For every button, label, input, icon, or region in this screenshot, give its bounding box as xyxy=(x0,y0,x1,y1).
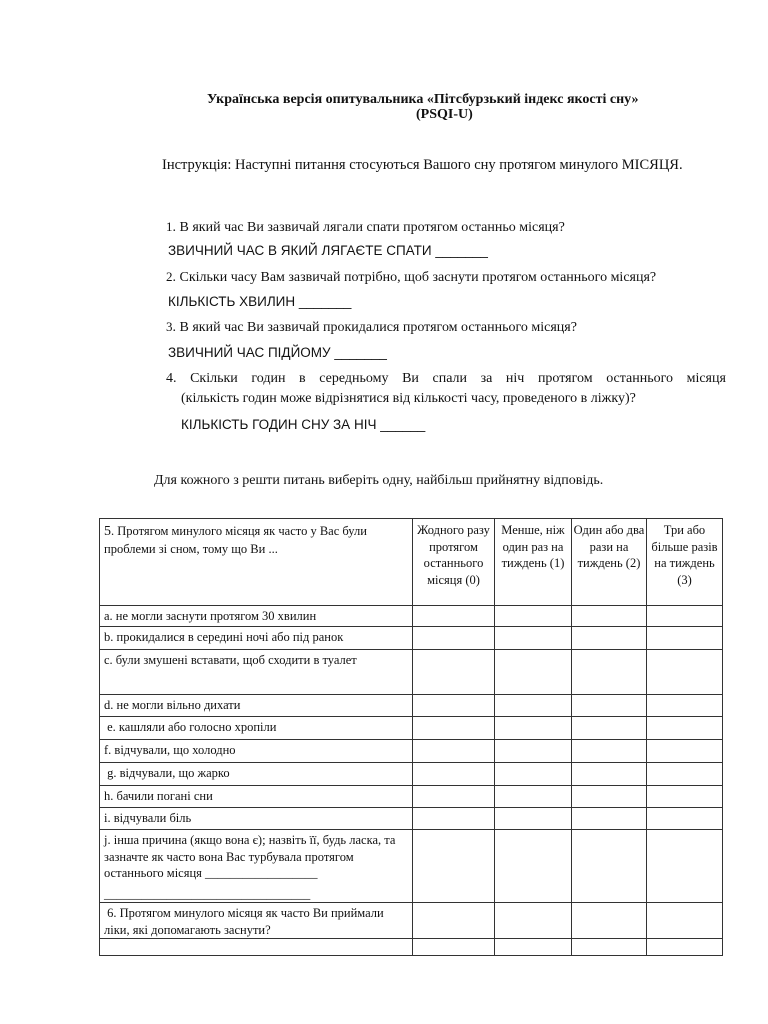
question-1-text: . В який час Ви зазвичай лягали спати протягом останньо місяця? xyxy=(172,220,565,235)
answer-cell[interactable] xyxy=(495,808,572,830)
row-label-e: e. кашляли або голосно хропіли xyxy=(100,717,413,740)
answer-cell[interactable] xyxy=(495,903,572,939)
question-6-cell: 6. Протягом минулого місяця як часто Ви приймали ліки, які допомагають заснути? xyxy=(100,903,413,939)
empty-cell xyxy=(100,939,413,956)
answer-cell[interactable] xyxy=(495,627,572,650)
q4-word: останнього xyxy=(606,371,674,386)
row-label-j xyxy=(100,830,413,903)
question-5-number: 5 xyxy=(104,524,111,539)
answer-cell[interactable] xyxy=(413,939,495,956)
question-2-number: 2 xyxy=(166,269,173,284)
q4-word: місяця xyxy=(686,371,726,386)
question-4-line2: (кількість годин може відрізнятися від кількості часу, проведеного в ліжку)? xyxy=(181,391,636,406)
answer-cell[interactable] xyxy=(495,939,572,956)
answer-cell[interactable] xyxy=(572,695,647,717)
row-label-g: g. відчували, що жарко xyxy=(100,763,413,786)
table-row xyxy=(100,830,723,903)
answer-cell[interactable] xyxy=(647,939,723,956)
answer-cell[interactable] xyxy=(572,717,647,740)
answer-cell[interactable] xyxy=(572,606,647,627)
table-row xyxy=(100,786,723,808)
answer-cell[interactable] xyxy=(572,903,647,939)
answer-cell[interactable] xyxy=(413,627,495,650)
form-title: Українська версія опитувальника «Пітсбурзький індекс якості сну» xyxy=(207,92,639,107)
row-label-j-text: j. інша причина (якщо вона є); назвіть її, будь ласка, та зазначте як часто вона Вас турбувала протягом останнього місяця __________________ xyxy=(104,833,396,880)
question-4-line1 xyxy=(166,371,726,387)
answer-cell[interactable] xyxy=(572,808,647,830)
question-4-answer[interactable]: КІЛЬКІСТЬ ГОДИН СНУ ЗА НІЧ ______ xyxy=(181,417,426,432)
answer-cell[interactable] xyxy=(647,717,723,740)
answer-cell[interactable] xyxy=(647,808,723,830)
q4-word: протягом xyxy=(537,371,593,386)
row-label-j-blank[interactable]: _________________________________ xyxy=(104,886,311,901)
q4-word: ніч xyxy=(505,371,525,386)
q4-word: Скільки xyxy=(190,371,238,386)
row-label-h: h. бачили погані сни xyxy=(100,786,413,808)
table-row xyxy=(100,606,723,627)
frequency-table xyxy=(99,518,723,956)
row-label-b: b. прокидалися в середині ночі або під ранок xyxy=(100,627,413,650)
answer-cell[interactable] xyxy=(647,695,723,717)
table-row xyxy=(100,763,723,786)
column-header-0: Жодного разу протягом останнього місяця (0) xyxy=(413,519,495,606)
answer-cell[interactable] xyxy=(495,606,572,627)
question-2-answer[interactable]: КІЛЬКІСТЬ ХВИЛИН _______ xyxy=(168,294,352,309)
answer-cell[interactable] xyxy=(647,786,723,808)
choose-instruction: Для кожного з решти питань виберіть одну, найбільш прийнятну відповідь. xyxy=(154,473,604,488)
row-label-c: c. були змушені вставати, щоб сходити в туалет xyxy=(100,650,413,695)
answer-cell[interactable] xyxy=(495,740,572,763)
q4-word: 4. xyxy=(166,371,177,386)
answer-cell[interactable] xyxy=(413,786,495,808)
answer-cell[interactable] xyxy=(572,740,647,763)
answer-cell[interactable] xyxy=(413,808,495,830)
answer-cell[interactable] xyxy=(647,763,723,786)
answer-cell[interactable] xyxy=(572,650,647,695)
q4-word: в xyxy=(299,371,306,386)
question-5-cell xyxy=(100,519,413,606)
question-1 xyxy=(166,219,565,236)
answer-cell[interactable] xyxy=(647,740,723,763)
answer-cell[interactable] xyxy=(413,695,495,717)
question-3-number: 3 xyxy=(166,319,173,334)
answer-cell[interactable] xyxy=(572,830,647,903)
answer-cell[interactable] xyxy=(495,830,572,903)
table-row xyxy=(100,717,723,740)
q4-word: спали xyxy=(432,371,468,386)
answer-cell[interactable] xyxy=(647,650,723,695)
answer-cell[interactable] xyxy=(572,763,647,786)
instruction-text: Інструкція: Наступні питання стосуються Вашого сну протягом минулого МІСЯЦЯ. xyxy=(162,157,683,173)
table-row xyxy=(100,627,723,650)
answer-cell[interactable] xyxy=(647,830,723,903)
question-5-text: . Протягом минулого місяця як часто у Вас були проблеми зі сном, тому що Ви ... xyxy=(104,524,367,556)
answer-cell[interactable] xyxy=(495,650,572,695)
table-header-row xyxy=(100,519,723,606)
answer-cell[interactable] xyxy=(413,606,495,627)
answer-cell[interactable] xyxy=(572,939,647,956)
row-label-f: f. відчували, що холодно xyxy=(100,740,413,763)
question-2 xyxy=(166,269,656,286)
table-row xyxy=(100,939,723,956)
answer-cell[interactable] xyxy=(647,903,723,939)
answer-cell[interactable] xyxy=(572,627,647,650)
q4-word: Ви xyxy=(402,371,419,386)
question-1-answer[interactable]: ЗВИЧНИЙ ЧАС В ЯКИЙ ЛЯГАЄТЕ СПАТИ _______ xyxy=(168,243,488,258)
column-header-1: Менше, ніж один раз на тиждень (1) xyxy=(495,519,572,606)
question-3 xyxy=(166,319,577,336)
column-header-3: Три або більше разів на тиждень (3) xyxy=(647,519,723,606)
answer-cell[interactable] xyxy=(495,786,572,808)
table-row xyxy=(100,903,723,939)
answer-cell[interactable] xyxy=(495,695,572,717)
answer-cell[interactable] xyxy=(495,717,572,740)
table-row xyxy=(100,650,723,695)
column-header-2: Один або два рази на тиждень (2) xyxy=(572,519,647,606)
question-2-text: . Скільки часу Вам зазвичай потрібно, щоб заснути протягом останнього місяця? xyxy=(172,270,657,285)
table-row xyxy=(100,695,723,717)
table-row xyxy=(100,740,723,763)
row-label-d: d. не могли вільно дихати xyxy=(100,695,413,717)
form-subtitle: (PSQI-U) xyxy=(416,107,473,122)
answer-cell[interactable] xyxy=(413,717,495,740)
question-3-answer[interactable]: ЗВИЧНИЙ ЧАС ПІДЙОМУ _______ xyxy=(168,345,387,360)
question-1-number: 1 xyxy=(166,219,173,234)
row-label-a: a. не могли заснути протягом 30 хвилин xyxy=(100,606,413,627)
q4-word: за xyxy=(480,371,493,386)
answer-cell[interactable] xyxy=(413,830,495,903)
answer-cell[interactable] xyxy=(495,763,572,786)
table-row xyxy=(100,808,723,830)
answer-cell[interactable] xyxy=(413,740,495,763)
row-label-i: i. відчували біль xyxy=(100,808,413,830)
answer-cell[interactable] xyxy=(647,627,723,650)
answer-cell[interactable] xyxy=(413,650,495,695)
question-3-text: . В який час Ви зазвичай прокидалися протягом останнього місяця? xyxy=(172,320,577,335)
q4-word: годин xyxy=(251,371,286,386)
answer-cell[interactable] xyxy=(647,606,723,627)
answer-cell[interactable] xyxy=(572,786,647,808)
answer-cell[interactable] xyxy=(413,903,495,939)
q4-word: середньому xyxy=(319,371,389,386)
answer-cell[interactable] xyxy=(413,763,495,786)
